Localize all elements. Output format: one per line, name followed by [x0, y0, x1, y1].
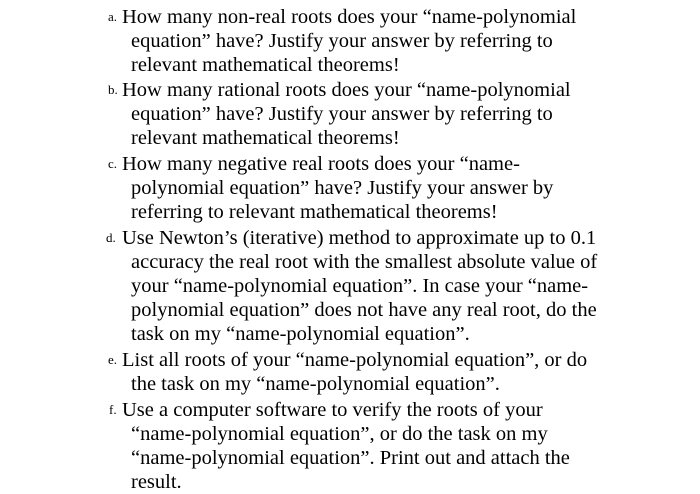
question-f-line-3: “name-polynomial equation”. Print out and attach the — [131, 447, 570, 469]
question-a-line-1: How many non-real roots does your “name-polynomial — [122, 6, 577, 28]
item-marker-c: c. — [108, 156, 118, 171]
question-e-line-2: the task on my “name-polynomial equation”. — [131, 373, 500, 395]
question-b-line-2: equation” have? Justify your answer by referring to — [131, 103, 553, 125]
question-b-line-1: How many rational roots does your “name-polynomial — [122, 79, 571, 101]
question-d-line-4: polynomial equation” does not have any real root, do the — [131, 299, 597, 321]
item-marker-b: b. — [108, 82, 118, 97]
question-d-line-2: accuracy the real root with the smallest absolute value of — [131, 251, 598, 273]
question-a-line-2: equation” have? Justify your answer by referring to — [131, 30, 553, 52]
item-marker-e: e. — [108, 352, 118, 367]
question-b-line-3: relevant mathematical theorems! — [131, 127, 400, 149]
item-marker-d: d. — [106, 230, 116, 245]
question-f-line-4: result. — [131, 471, 182, 493]
question-d-line-3: your “name-polynomial equation”. In case your “name- — [131, 275, 589, 297]
question-c-line-3: referring to relevant mathematical theorems! — [131, 201, 498, 223]
question-c-line-2: polynomial equation” have? Justify your answer by — [131, 177, 554, 199]
question-d-line-5: task on my “name-polynomial equation”. — [131, 323, 470, 345]
question-a-line-3: relevant mathematical theorems! — [131, 54, 400, 76]
item-marker-f: f. — [109, 402, 117, 417]
question-e-line-1: List all roots of your “name-polynomial equation”, or do — [122, 349, 588, 371]
item-marker-a: a. — [108, 9, 118, 24]
question-c-line-1: How many negative real roots does your “name- — [122, 153, 520, 175]
question-f-line-1: Use a computer software to verify the roots of your — [122, 399, 543, 421]
question-f-line-2: “name-polynomial equation”, or do the task on my — [131, 423, 548, 445]
question-d-line-1: Use Newton’s (iterative) method to approximate up to 0.1 — [122, 227, 597, 249]
